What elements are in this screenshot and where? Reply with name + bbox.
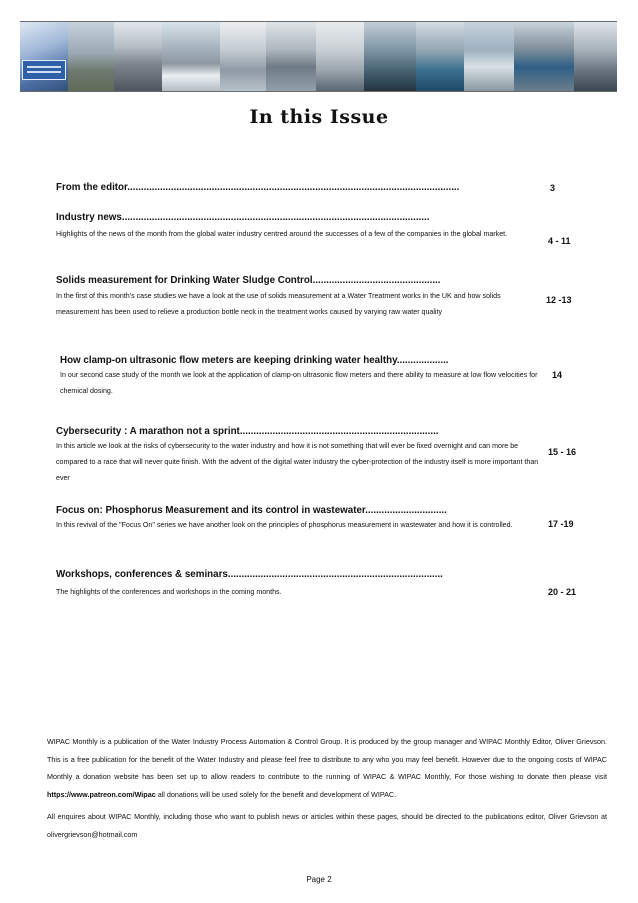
toc-entry-title[interactable]: How clamp-on ultrasonic flow meters are keeping drinking water healthy................... xyxy=(60,355,449,366)
toc-entry-title[interactable]: From the editor.......................................................................................................................... xyxy=(56,182,460,193)
banner-photo xyxy=(68,22,114,91)
toc-entry-pages: 4 - 11 xyxy=(548,236,571,246)
photo-banner xyxy=(20,21,617,92)
toc-entry-title[interactable]: Industry news................................................................................................................. xyxy=(56,212,430,223)
banner-photo xyxy=(364,22,416,91)
toc-entry-title[interactable]: Solids measurement for Drinking Water Sludge Control............................................... xyxy=(56,275,441,286)
banner-photo xyxy=(574,22,617,91)
toc-entry-title[interactable]: Cybersecurity : A marathon not a sprint......................................................................... xyxy=(56,426,439,437)
footer-donation-text: all donations will be used solely for the benefit and development of WIPAC. xyxy=(157,789,397,799)
footer-about-paragraph xyxy=(47,733,607,803)
toc-entry-title[interactable]: Focus on: Phosphorus Measurement and its control in wastewater.............................. xyxy=(56,505,447,516)
toc-entry-pages: 20 - 21 xyxy=(548,587,577,597)
toc-entry-description: In the first of this month's case studies we have a look at the use of solids measurement at a Water Treatment works in the UK and how solids measurement has been used to relieve a production bottle neck in the treatment works caused by varying raw water quality xyxy=(56,292,501,316)
banner-photo xyxy=(464,22,514,91)
toc-entry-description: The highlights of the conferences and workshops in the coming months. xyxy=(56,588,282,596)
wipac-logo xyxy=(22,60,66,80)
banner-photo xyxy=(266,22,316,91)
patreon-link[interactable]: https://www.patreon.com/Wipac xyxy=(47,789,156,799)
banner-photo xyxy=(162,22,220,91)
banner-photo xyxy=(114,22,162,91)
toc-entry-pages: 12 -13 xyxy=(546,295,572,305)
page-number: Page 2 xyxy=(306,875,332,884)
banner-photo xyxy=(514,22,574,91)
toc-entry-description: Highlights of the news of the month from the global water industry centred around the successes of a few of the companies in the global market. xyxy=(56,230,508,238)
banner-photo xyxy=(316,22,364,91)
banner-photo xyxy=(220,22,266,91)
toc-entry-description: In this article we look at the risks of cybersecurity to the water industry and how it is not something that will ever be fixed overnight and can more be compared to a race that will never quite finish. With the advent of the digital water industry the cyber-protection of the industry itself is more important than ever xyxy=(56,442,539,482)
banner-photo xyxy=(416,22,464,91)
toc-entry-description: In this revival of the "Focus On" series we have another look on the principles of phosphorus measurement in wastewater and how it is controlled. xyxy=(56,521,513,529)
footer-contact-paragraph: All enquires about WIPAC Monthly, including those who want to publish news or articles within these pages, should be directed to the publications editor, Oliver Grievson at olivergrievson@hotmail.com xyxy=(47,812,607,839)
toc-entry-pages: 14 xyxy=(552,370,563,380)
banner-photo-logo xyxy=(20,22,68,91)
page-heading: In this Issue xyxy=(249,106,389,128)
toc-entry-description: In our second case study of the month we look at the application of clamp-on ultrasonic flow meters and there ability to measure at low flow velocities for chemical dosing. xyxy=(60,371,538,395)
toc-entry-title[interactable]: Workshops, conferences & seminars............................................................................... xyxy=(56,569,443,580)
toc-entry-pages: 3 xyxy=(550,183,556,193)
toc-entry-pages: 15 - 16 xyxy=(548,447,577,457)
footer-about-text: WIPAC Monthly is a publication of the Water Industry Process Automation & Control Group. It is produced by the group manager and WIPAC Monthly Editor, Oliver Grievson. This is a free publication for the benefit of the Water Industry and please feel free to distribute to any who you may feel benefit. However due to the ongoing costs of WIPAC Monthly a donation website has been set up to allow readers to contribute to the running of WIPAC & WIPAC Monthly, For those wishing to donate then please visit xyxy=(47,737,607,781)
toc-entry-pages: 17 -19 xyxy=(548,519,574,529)
